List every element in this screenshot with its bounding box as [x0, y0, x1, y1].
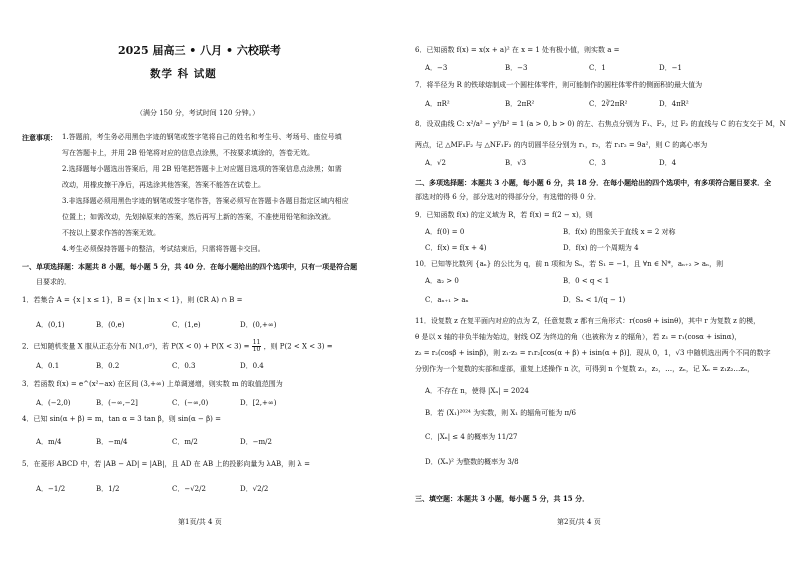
question-7: 7．将半径为 R 的铁球熔制成一个圆柱体零件，则可能制作的圆柱体零件的侧面积的最大值为: [415, 81, 703, 89]
q2-stem-a: 2．已知随机变量 X 服从正态分布 N(1,σ²)，若 P(X < 0) + P(X < 3) =: [22, 342, 250, 351]
page-footer: 第2页/共 4 页: [557, 518, 601, 526]
question-1: 1．若集合 A = {x | x ≤ 1}，B = {x | ln x < 1}，则 (∁R A) ∩ B =: [22, 296, 243, 304]
exam-subtitle: 数学 科 试题: [150, 68, 217, 80]
question-8-cont: 两点，记 △MF₁F₂ 与 △NF₁F₂ 的内切圆半径分别为 r₁，r₂，若 r₁r₂ = 9a²，则 C 的离心率为: [415, 141, 708, 149]
q4-option-a[interactable]: A．m/4: [36, 438, 62, 446]
q11-option-c[interactable]: C．|Xₙ| ≤ 4 的概率为 11/27: [425, 433, 518, 441]
note-line: 位置上；如需改动，先划掉原来的答案，然后再写上新的答案，不准使用铅笔和涂改液。: [62, 213, 335, 221]
q2-fraction-den: 10: [252, 346, 261, 353]
q1-option-a[interactable]: A．(0,1): [36, 321, 65, 329]
exam-title: 2025 届高三 • 八月 • 六校联考: [118, 44, 281, 57]
page-2: [397, 0, 794, 561]
q6-option-c[interactable]: C．1: [589, 64, 606, 72]
q8-option-c[interactable]: C．3: [589, 159, 606, 167]
q10-option-b[interactable]: B．0 < q < 1: [563, 277, 610, 285]
note-line: 改动，用橡皮擦干净后，再选涂其他答案，答案不能答在试卷上。: [62, 181, 265, 189]
q8-option-b[interactable]: B．√3: [505, 159, 527, 167]
q9-option-b[interactable]: B．f(x) 的图象关于直线 x = 2 对称: [563, 228, 676, 236]
section-3-heading: 三、填空题：本题共 3 小题，每小题 5 分，共 15 分．: [415, 494, 590, 503]
q6-option-b[interactable]: B．−3: [505, 64, 528, 72]
q3-option-c[interactable]: C．(−∞,0): [172, 399, 209, 407]
q7-option-a[interactable]: A．πR²: [425, 100, 450, 108]
q8-option-d[interactable]: D．4: [659, 159, 677, 167]
q6-option-a[interactable]: A．−3: [425, 64, 448, 72]
q2-option-c[interactable]: C．0.3: [172, 362, 196, 370]
question-11-line: z₂ = r₂(cosβ + isinβ)，则 z₁·z₂ = r₁r₂[cos(α + β) + isin(α + β)]．现从 0，1，√3 中随机选出两个不同的数字: [415, 349, 771, 357]
q2-stem-b: ，则 P(2 < X < 3) =: [263, 342, 333, 351]
q5-option-d[interactable]: D．√2/2: [240, 485, 269, 493]
note-line: 1.答题前，考生务必用黑色字迹的钢笔或签字笔将自己的姓名和考生号、考场号、座位号填: [62, 133, 342, 141]
q11-option-a[interactable]: A．不存在 n，使得 |Xₙ| = 2024: [425, 387, 529, 395]
q11-option-d[interactable]: D．(Xₙ)² 为整数的概率为 3/8: [425, 458, 519, 466]
q1-option-d[interactable]: D．(0,+∞): [240, 321, 277, 329]
note-line: 不按以上要求作答的答案无效。: [62, 229, 160, 237]
q3-option-a[interactable]: A．(−2,0): [36, 399, 71, 407]
question-10: 10．已知等比数列 {aₙ} 的公比为 q，前 n 项和为 Sₙ，若 S₁ = −1，且 ∀n ∈ N*，aₙ₊₂ > aₙ，则: [415, 260, 724, 268]
q9-option-d[interactable]: D．f(x) 的一个周期为 4: [563, 244, 639, 252]
q2-fraction: [252, 340, 262, 353]
question-9: 9．已知函数 f(x) 的定义域为 R，若 f(x) = f(2 − x)，则: [415, 211, 593, 219]
q8-option-a[interactable]: A．√2: [425, 159, 446, 167]
q2-option-d[interactable]: D．0.4: [240, 362, 264, 370]
q9-option-a[interactable]: A．f(0) = 0: [425, 228, 465, 236]
q5-option-c[interactable]: C．−√2/2: [172, 485, 206, 493]
q6-option-d[interactable]: D．−1: [659, 64, 682, 72]
notes-label: 注意事项：: [22, 133, 57, 142]
section-1-heading: 一、单项选择题：本题共 8 小题，每小题 5 分，共 40 分．在每小题给出的四个选项中，只有一项是符合题: [22, 262, 358, 271]
q2-fraction-num: 11: [252, 339, 261, 346]
question-8: 8．设双曲线 C: x²/a² − y²/b² = 1 (a > 0, b > 0) 的左、右焦点分别为 F₁、F₂，过 F₂ 的直线与 C 的右支交于 M，N: [415, 120, 786, 128]
page-footer: 第1页/共 4 页: [178, 518, 222, 526]
q11-option-b[interactable]: B．若 (X₁)²⁰²⁴ 为实数，则 X₁ 的辐角可能为 π/6: [425, 409, 576, 417]
q4-option-b[interactable]: B．−m/4: [96, 438, 128, 446]
q3-option-b[interactable]: B．(−∞,−2]: [96, 399, 138, 407]
note-line: 写在答题卡上，并用 2B 铅笔将对应的信息点涂黑，不按要求填涂的，答卷无效。: [62, 149, 315, 157]
question-3: 3．若函数 f(x) = e^(x²−ax) 在区间 (3,+∞) 上单调递增，则实数 m 的取值范围为: [22, 380, 283, 388]
question-6: 6．已知函数 f(x) = x(x + a)² 在 x = 1 处有极小值，则实数 a =: [415, 46, 620, 54]
q9-option-c[interactable]: C．f(x) = f(x + 4): [425, 244, 487, 252]
q1-option-c[interactable]: C．(1,e): [172, 321, 201, 329]
note-line: 3.非选择题必须用黑色字迹的钢笔或签字笔作答，答案必须写在答题卡各题目指定区域内相应: [62, 197, 349, 205]
section-2-heading: 二、多项选择题：本题共 3 小题，每小题 6 分，共 18 分．在每小题给出的四个选项中，有多项符合题目要求．全: [415, 178, 772, 187]
question-11: 11．设复数 z 在复平面内对应的点为 Z，任意复数 z 都有三角形式：r(cosθ + isinθ)，其中 r 为复数 z 的模，: [415, 317, 761, 325]
q2-option-a[interactable]: A．0.1: [36, 362, 60, 370]
q1-option-b[interactable]: B．(0,e): [96, 321, 125, 329]
section-1-heading-cont: 目要求的．: [36, 278, 71, 286]
q4-option-d[interactable]: D．−m/2: [240, 438, 272, 446]
question-5: 5．在菱形 ABCD 中，若 |AB − AD| = |AB|，且 AD 在 AB 上的投影向量为 λAB，则 λ =: [22, 460, 310, 468]
q4-option-c[interactable]: C．m/2: [172, 438, 198, 446]
q10-option-d[interactable]: D．Sₙ < 1/(q − 1): [563, 296, 626, 304]
q3-option-d[interactable]: D．[2,+∞): [240, 399, 277, 407]
question-4: 4．已知 sin(α + β) = m，tan α = 3 tan β，则 sin(α − β) =: [22, 415, 221, 423]
q5-option-b[interactable]: B．1/2: [96, 485, 120, 493]
note-line: 4.考生必须保持答题卡的整洁，考试结束后，只需将答题卡交回。: [62, 245, 265, 253]
q2-option-b[interactable]: B．0.2: [96, 362, 120, 370]
note-line: 2.选择题每小题选出答案后，用 2B 铅笔把答题卡上对应题目选项的答案信息点涂黑；如需: [62, 165, 342, 173]
question-2: [22, 340, 333, 353]
exam-meta: （满分 150 分，考试时间 120 分钟。）: [136, 109, 260, 117]
q7-option-d[interactable]: D．4πR²: [659, 100, 689, 108]
q7-option-b[interactable]: B．2πR²: [505, 100, 535, 108]
section-2-heading-cont: 部选对的得 6 分，部分选对的得部分分，有选错的得 0 分．: [415, 193, 601, 201]
q7-option-c[interactable]: C．2∛2πR²: [589, 100, 628, 108]
q10-option-a[interactable]: A．a₂ > 0: [425, 277, 459, 285]
q5-option-a[interactable]: A．−1/2: [36, 485, 66, 493]
question-11-line: θ 是以 x 轴的非负半轴为始边，射线 OZ 为终边的角（也被称为 z 的辐角），若 z₁ = r₁(cosα + isinα)，: [415, 333, 742, 341]
q10-option-c[interactable]: C．aₙ₊₁ > aₙ: [425, 296, 469, 304]
question-11-line: 分别作为一个复数的实部和虚部，重复上述操作 n 次，可得到 n 个复数 z₁，z₂，…，zₙ，记 Xₙ = z₁z₂…zₙ，: [415, 365, 755, 373]
